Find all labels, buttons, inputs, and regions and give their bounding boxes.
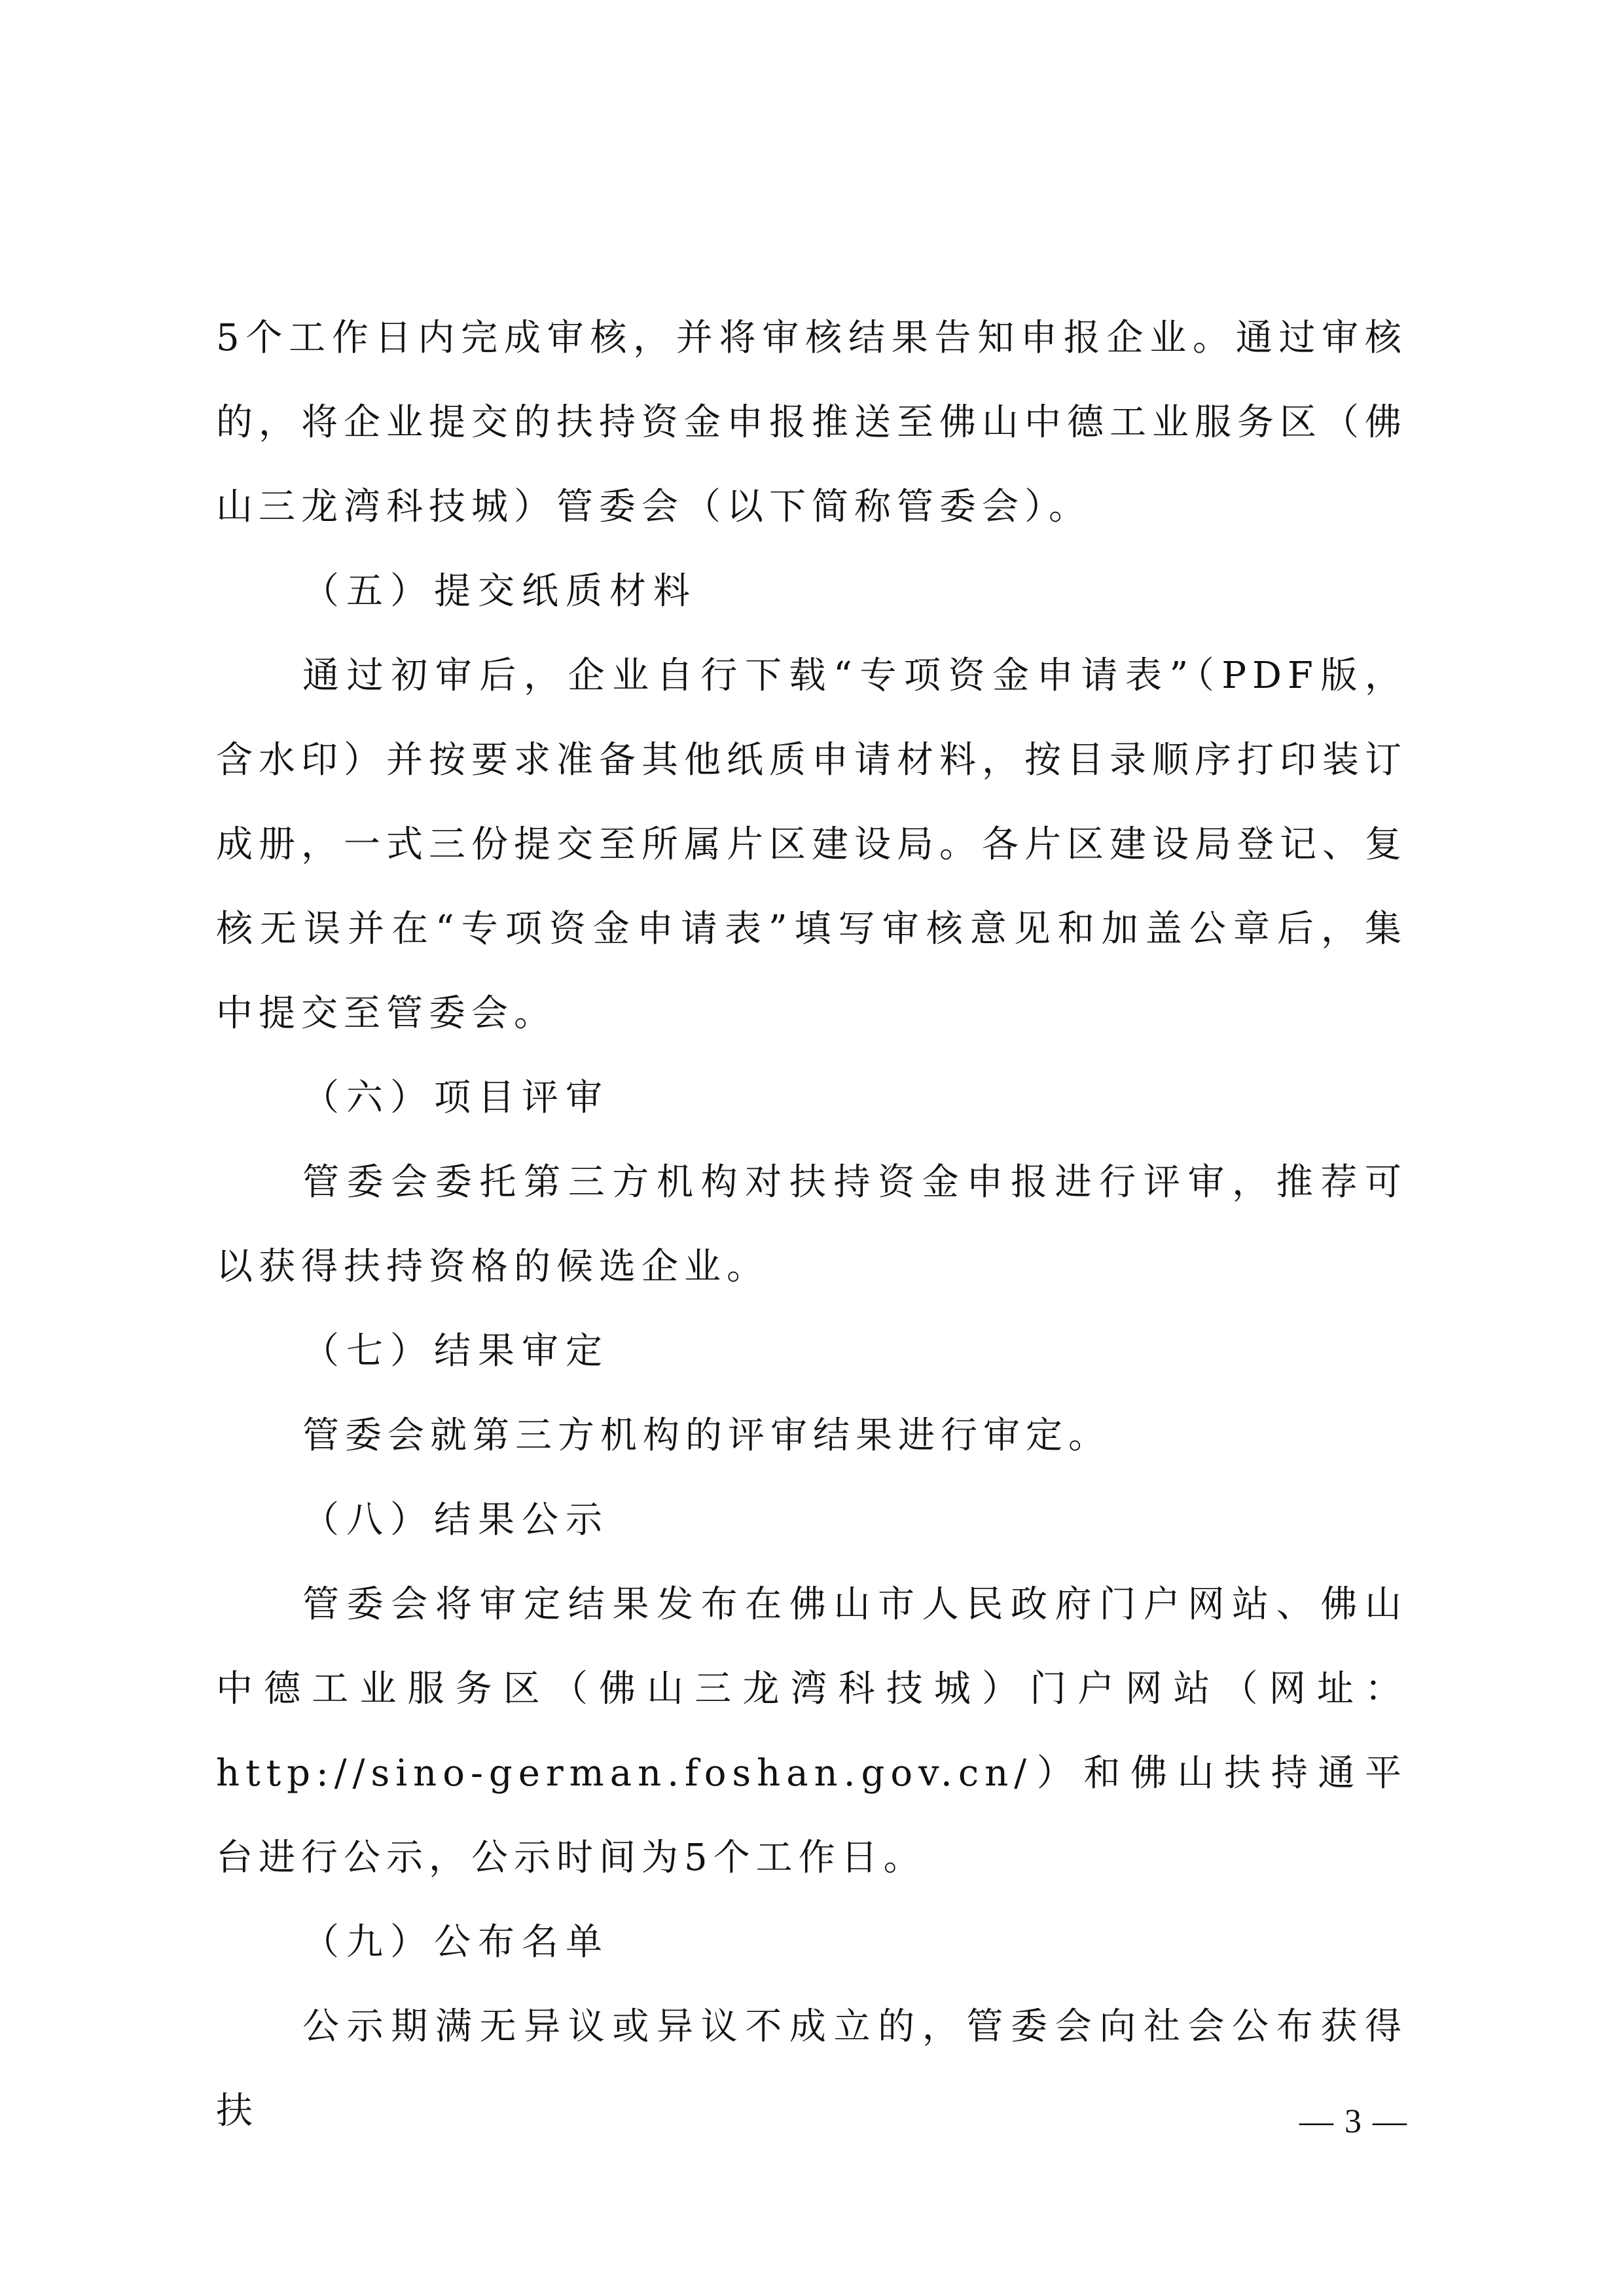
page-number: — 3 — xyxy=(1299,2103,1408,2140)
section-heading-publish-list: （九）公布名单 xyxy=(302,1921,609,1964)
paragraph-result-approval: 管委会就第三方机构的评审结果进行审定。 xyxy=(302,1414,1111,1457)
section-heading-result-approval: （七）结果审定 xyxy=(302,1330,609,1372)
section-heading-submit-paper-materials: （五）提交纸质材料 xyxy=(302,570,697,613)
section-heading-result-publicity: （八）结果公示 xyxy=(302,1499,609,1541)
document-body xyxy=(216,296,1407,2153)
paragraph-publish-list: 公示期满无异议或异议不成立的，管委会向社会公布获得扶 xyxy=(216,2005,1407,2132)
paragraph-review-continuation: 5个工作日内完成审核，并将审核结果告知申报企业。通过审核的，将企业提交的扶持资金申报推送至佛山中德工业服务区（佛山三龙湾科技城）管委会（以下简称管委会）。 xyxy=(216,317,1407,528)
section-heading-project-review: （六）项目评审 xyxy=(302,1077,609,1119)
paragraph-result-publicity: 管委会将审定结果发布在佛山市人民政府门户网站、佛山中德工业服务区（佛山三龙湾科技城）门户网站（网址：http://sino-german.foshan.gov.cn/）和佛山扶持通平台进行公示，公示时间为5个工作日。 xyxy=(216,1583,1407,1879)
paragraph-paper-materials: 通过初审后，企业自行下载“专项资金申请表”（PDF版，含水印）并按要求准备其他纸质申请材料，按目录顺序打印装订成册，一式三份提交至所属片区建设局。各片区建设局登记、复核无误并在“专项资金申请表”填写审核意见和加盖公章后，集中提交至管委会。 xyxy=(216,655,1407,1035)
paragraph-project-review: 管委会委托第三方机构对扶持资金申报进行评审，推荐可以获得扶持资格的候选企业。 xyxy=(216,1161,1407,1288)
